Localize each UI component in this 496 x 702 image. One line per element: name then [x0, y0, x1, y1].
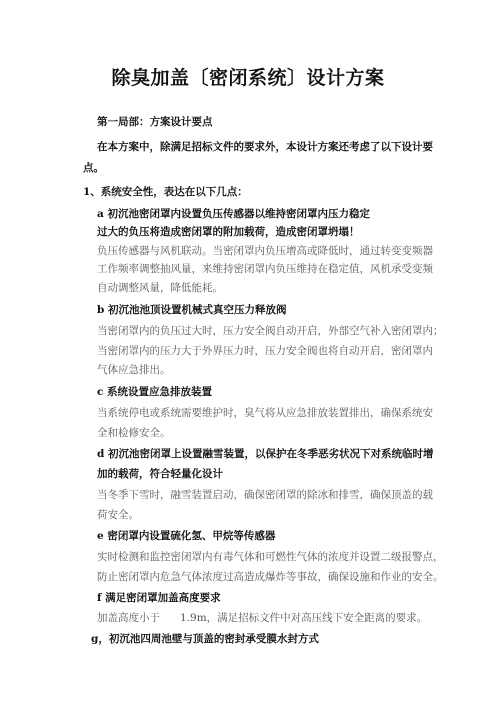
item-a-title: a 初沉池密闭罩内设置负压传感器以维持密闭罩内压力稳定 [97, 208, 370, 220]
item-c-body-2: 全和检修安全。 [97, 427, 171, 439]
document-title: 除臭加盖〔密闭系统〕设计方案 [111, 67, 385, 89]
item-a-body-1: 负压传感器与风机联动。当密闭罩内负压增高或降低时，通过转变变频器 [97, 245, 433, 257]
item-b-body-3: 气体应急排出。 [97, 364, 171, 376]
item-e-body-2: 防止密闭罩内危急气体浓度过高造成爆炸等事故，确保设施和作业的安全。 [97, 571, 444, 583]
item-g-title: g，初沉池四周池壁与顶盖的密封承受膜水封方式 [91, 633, 319, 645]
item-f-body-part-b: 1.9m，满足招标文件中对高压线下安全距离的要求。 [180, 612, 428, 624]
item-d-body-2: 荷安全。 [97, 509, 139, 521]
item-c-title: c 系统设置应急排放装置 [97, 386, 213, 398]
item-f-title: f 满足密闭罩加盖高度要求 [97, 592, 221, 604]
item-d-title-2: 加的载荷，符合轻量化设计 [97, 468, 223, 480]
item-d-title-1: d 初沉池密闭罩上设置融雪装置，以保护在冬季恶劣状况下对系统临时增 [97, 448, 434, 460]
item-e-body-1: 实时检测和监控密闭罩内有毒气体和可燃性气体的浓度并设置二级报警点， [97, 551, 444, 563]
intro-line-1: 在本方案中，除满足招标文件的要求外，本设计方案还考虑了以下设计要 [97, 141, 433, 153]
item-a-body-3: 自动调整风量，降低能耗。 [97, 282, 223, 294]
item-c-body-1: 当系统停电或系统需要维护时，臭气将从应急排放装置排出，确保系统安 [97, 407, 433, 419]
item-f-body-part-a: 加盖高度小于 [97, 612, 160, 624]
item-a-body-2: 工作频率调整抽风量，来维持密闭罩内负压维持在稳定值，风机承受变频 [97, 263, 433, 275]
intro-line-2: 点。 [83, 162, 104, 174]
item-d-body-1: 当冬季下雪时，融雪装置启动，确保密闭罩的除冰和排雪，确保顶盖的载 [97, 489, 433, 501]
item-b-title: b 初沉池池顶设置机械式真空压力释放阀 [97, 304, 287, 316]
part-heading: 第一局部：方案设计要点 [97, 116, 213, 128]
section-1-heading: 1、系统安全性，表达在以下几点： [83, 186, 248, 198]
item-a-title-continued: 过大的负压将造成密闭罩的附加载荷，造成密闭罩坍塌！ [97, 226, 360, 238]
item-e-title: e 密闭罩内设置硫化氢、甲烷等传感器 [97, 530, 276, 542]
item-f-body [97, 611, 427, 625]
item-b-body-2: 当密闭罩内的压力大于外界压力时，压力安全阀也将自动开启，密闭罩内 [97, 345, 433, 357]
item-b-body-1: 当密闭罩内的负压过大时，压力安全阀自动开启，外部空气补入密闭罩内； [97, 325, 444, 337]
